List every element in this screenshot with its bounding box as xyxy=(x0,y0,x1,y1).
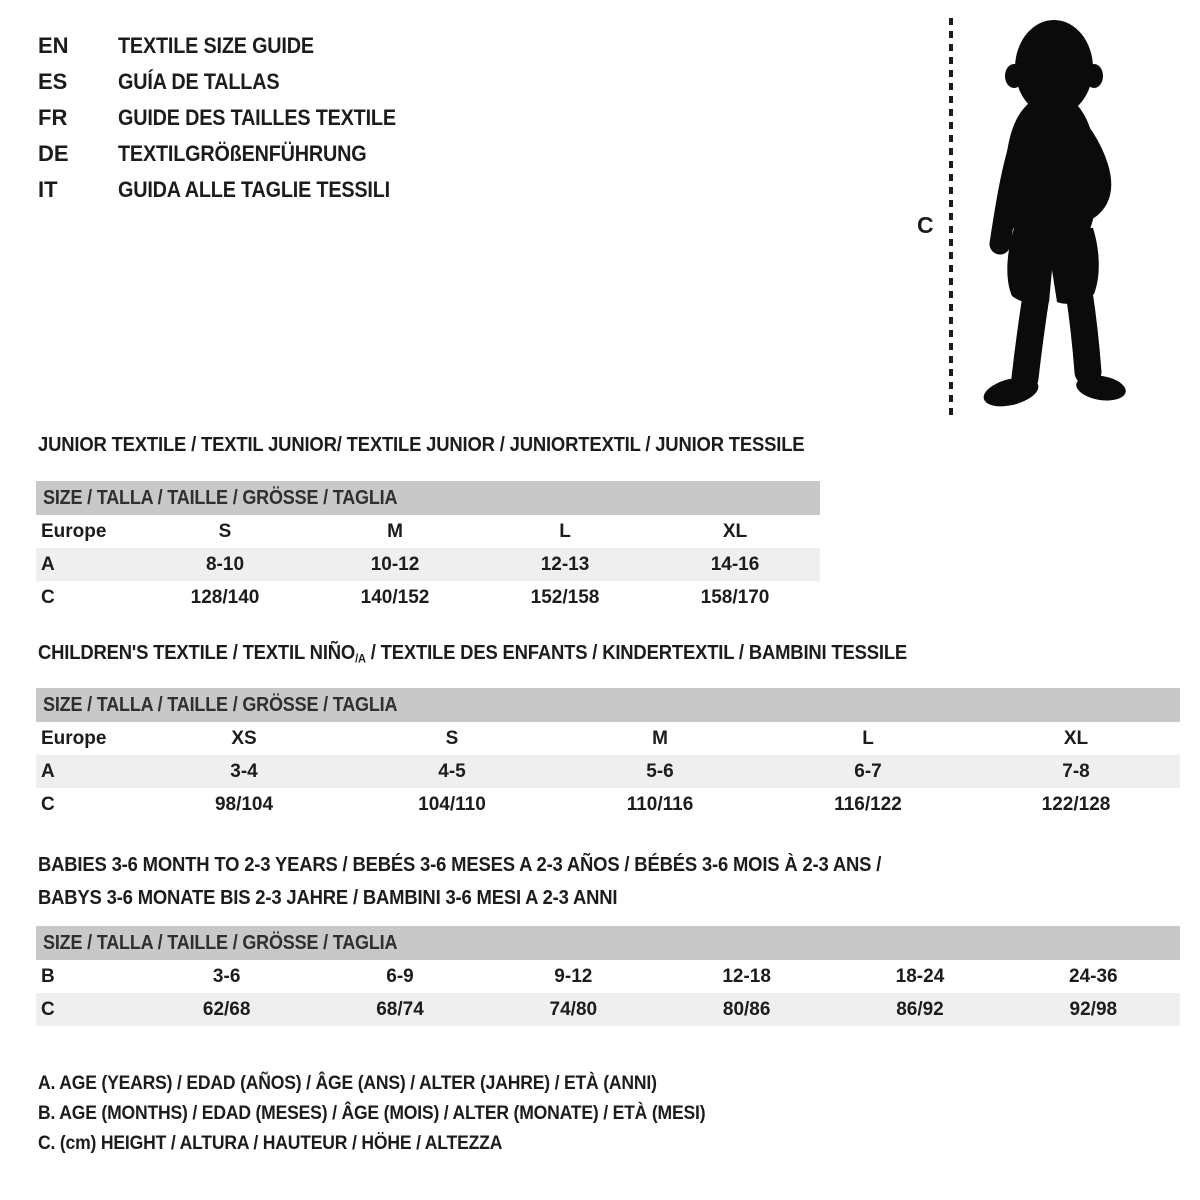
table-row xyxy=(36,788,1180,821)
table-cell: 116/122 xyxy=(834,793,902,815)
table-row xyxy=(36,548,820,581)
table-cell: 98/104 xyxy=(214,793,274,815)
size-header-bar xyxy=(36,688,1180,722)
row-label: A xyxy=(41,553,55,575)
table-cell: 18-24 xyxy=(895,965,945,987)
language-row xyxy=(38,136,427,172)
table-cell: 24-36 xyxy=(1069,965,1118,987)
language-code: EN xyxy=(38,33,69,58)
row-label: Europe xyxy=(41,727,107,749)
table-cell: 5-6 xyxy=(646,760,674,782)
row-label: Europe xyxy=(41,520,107,542)
table-cell: L xyxy=(862,727,874,749)
row-label: C xyxy=(41,586,55,608)
babies-title-line2: BABYS 3-6 MONATE BIS 2-3 JAHRE / BAMBINI 3-6 MESI A 2-3 ANNI xyxy=(38,886,618,909)
babies-title-line1: BABIES 3-6 MONTH TO 2-3 YEARS / BEBÉS 3-6 MESES A 2-3 AÑOS / BÉBÉS 3-6 MOIS À 2-3 ANS / xyxy=(38,853,882,876)
table-cell: M xyxy=(652,727,668,749)
language-title-list xyxy=(38,28,427,208)
table-cell: 74/80 xyxy=(549,998,598,1020)
footnote-age-years xyxy=(38,1072,725,1095)
table-cell: 4-5 xyxy=(438,760,466,782)
language-code: IT xyxy=(38,177,58,202)
language-row xyxy=(38,28,427,64)
language-code: ES xyxy=(38,69,68,94)
table-cell: 3-4 xyxy=(230,760,258,782)
table-row xyxy=(36,722,1180,755)
guide-title-es: GUÍA DE TALLAS xyxy=(118,69,280,94)
table-cell: 12-13 xyxy=(540,553,590,575)
table-cell: 14-16 xyxy=(710,553,760,575)
table-cell: M xyxy=(387,520,403,542)
table-cell: 122/128 xyxy=(1041,793,1111,815)
footnote-age-years-text: A. AGE (YEARS) / EDAD (AÑOS) / ÂGE (ANS) / ALTER (JAHRE) / ETÀ (ANNI) xyxy=(38,1072,657,1094)
table-cell: 110/116 xyxy=(626,793,694,815)
table-cell: XS xyxy=(231,727,257,749)
footnote-height-cm xyxy=(38,1132,554,1155)
children-section-title xyxy=(38,641,1004,666)
table-cell: 12-18 xyxy=(722,965,771,987)
height-dashed-line xyxy=(949,18,953,416)
table-cell: L xyxy=(559,520,571,542)
table-cell: 80/86 xyxy=(722,998,771,1020)
table-cell: 62/68 xyxy=(202,998,251,1020)
table-cell: 104/110 xyxy=(418,793,486,815)
guide-title-fr: GUIDE DES TAILLES TEXTILE xyxy=(118,105,396,130)
table-cell: XL xyxy=(1063,727,1089,749)
table-cell: 10-12 xyxy=(370,553,420,575)
row-label: C xyxy=(41,998,55,1020)
table-cell: 158/170 xyxy=(700,586,770,608)
junior-section-title xyxy=(38,433,890,457)
table-row xyxy=(36,993,1180,1026)
junior-size-table xyxy=(36,481,820,614)
guide-title-it: GUIDA ALLE TAGLIE TESSILI xyxy=(118,177,390,202)
babies-title-line1-wrap xyxy=(38,848,975,881)
children-section-title-text xyxy=(38,641,907,666)
table-cell: 3-6 xyxy=(212,965,241,987)
table-cell: 8-10 xyxy=(205,553,245,575)
footnote-height-cm-text: C. (cm) HEIGHT / ALTURA / HAUTEUR / HÖHE / ALTEZZA xyxy=(38,1132,503,1154)
children-title-sub: /A xyxy=(355,651,366,666)
table-cell: 140/152 xyxy=(360,586,430,608)
footnote-age-months xyxy=(38,1102,780,1125)
size-header-text: SIZE / TALLA / TAILLE / GRÖSSE / TAGLIA xyxy=(43,693,398,716)
table-cell: 152/158 xyxy=(530,586,600,608)
table-cell: 9-12 xyxy=(554,965,593,987)
children-title-pre: CHILDREN'S TEXTILE / TEXTIL NIÑO xyxy=(38,641,356,664)
table-cell: S xyxy=(218,520,232,542)
babies-size-table xyxy=(36,926,1180,1026)
table-cell: 92/98 xyxy=(1069,998,1118,1020)
language-row xyxy=(38,100,427,136)
size-header-text: SIZE / TALLA / TAILLE / GRÖSSE / TAGLIA xyxy=(43,931,398,954)
row-label: A xyxy=(41,760,55,782)
table-cell: 6-9 xyxy=(386,965,414,987)
table-cell: 128/140 xyxy=(190,586,260,608)
guide-title-en: TEXTILE SIZE GUIDE xyxy=(118,33,314,58)
guide-title-de: TEXTILGRÖßENFÜHRUNG xyxy=(118,141,367,166)
children-size-table xyxy=(36,688,1180,821)
babies-section-title xyxy=(38,848,975,914)
size-header-bar xyxy=(36,481,820,515)
table-row xyxy=(36,581,820,614)
children-title-post: / TEXTILE DES ENFANTS / KINDERTEXTIL / BAMBINI TESSILE xyxy=(365,641,908,664)
size-header-bar xyxy=(36,926,1180,960)
size-header-text: SIZE / TALLA / TAILLE / GRÖSSE / TAGLIA xyxy=(43,486,398,509)
row-label: C xyxy=(41,793,55,815)
babies-title-line2-wrap xyxy=(38,881,975,914)
table-row xyxy=(36,960,1180,993)
language-code: FR xyxy=(38,105,68,130)
row-label: B xyxy=(41,965,55,987)
table-cell: XL xyxy=(722,520,748,542)
language-code: DE xyxy=(38,141,69,166)
language-row xyxy=(38,64,427,100)
junior-section-title-text: JUNIOR TEXTILE / TEXTIL JUNIOR/ TEXTILE JUNIOR / JUNIORTEXTIL / JUNIOR TESSILE xyxy=(38,433,805,456)
footnote-age-months-text: B. AGE (MONTHS) / EDAD (MESES) / ÂGE (MOIS) / ALTER (MONATE) / ETÀ (MESI) xyxy=(38,1102,706,1124)
table-row xyxy=(36,515,820,548)
table-cell: 6-7 xyxy=(854,760,882,782)
language-row xyxy=(38,172,427,208)
table-cell: S xyxy=(445,727,459,749)
toddler-silhouette-icon xyxy=(964,16,1140,418)
table-cell: 7-8 xyxy=(1062,760,1090,782)
table-cell: 86/92 xyxy=(896,998,944,1020)
table-cell: 68/74 xyxy=(376,998,424,1020)
table-row xyxy=(36,755,1180,788)
height-measure-label: C xyxy=(917,212,934,238)
